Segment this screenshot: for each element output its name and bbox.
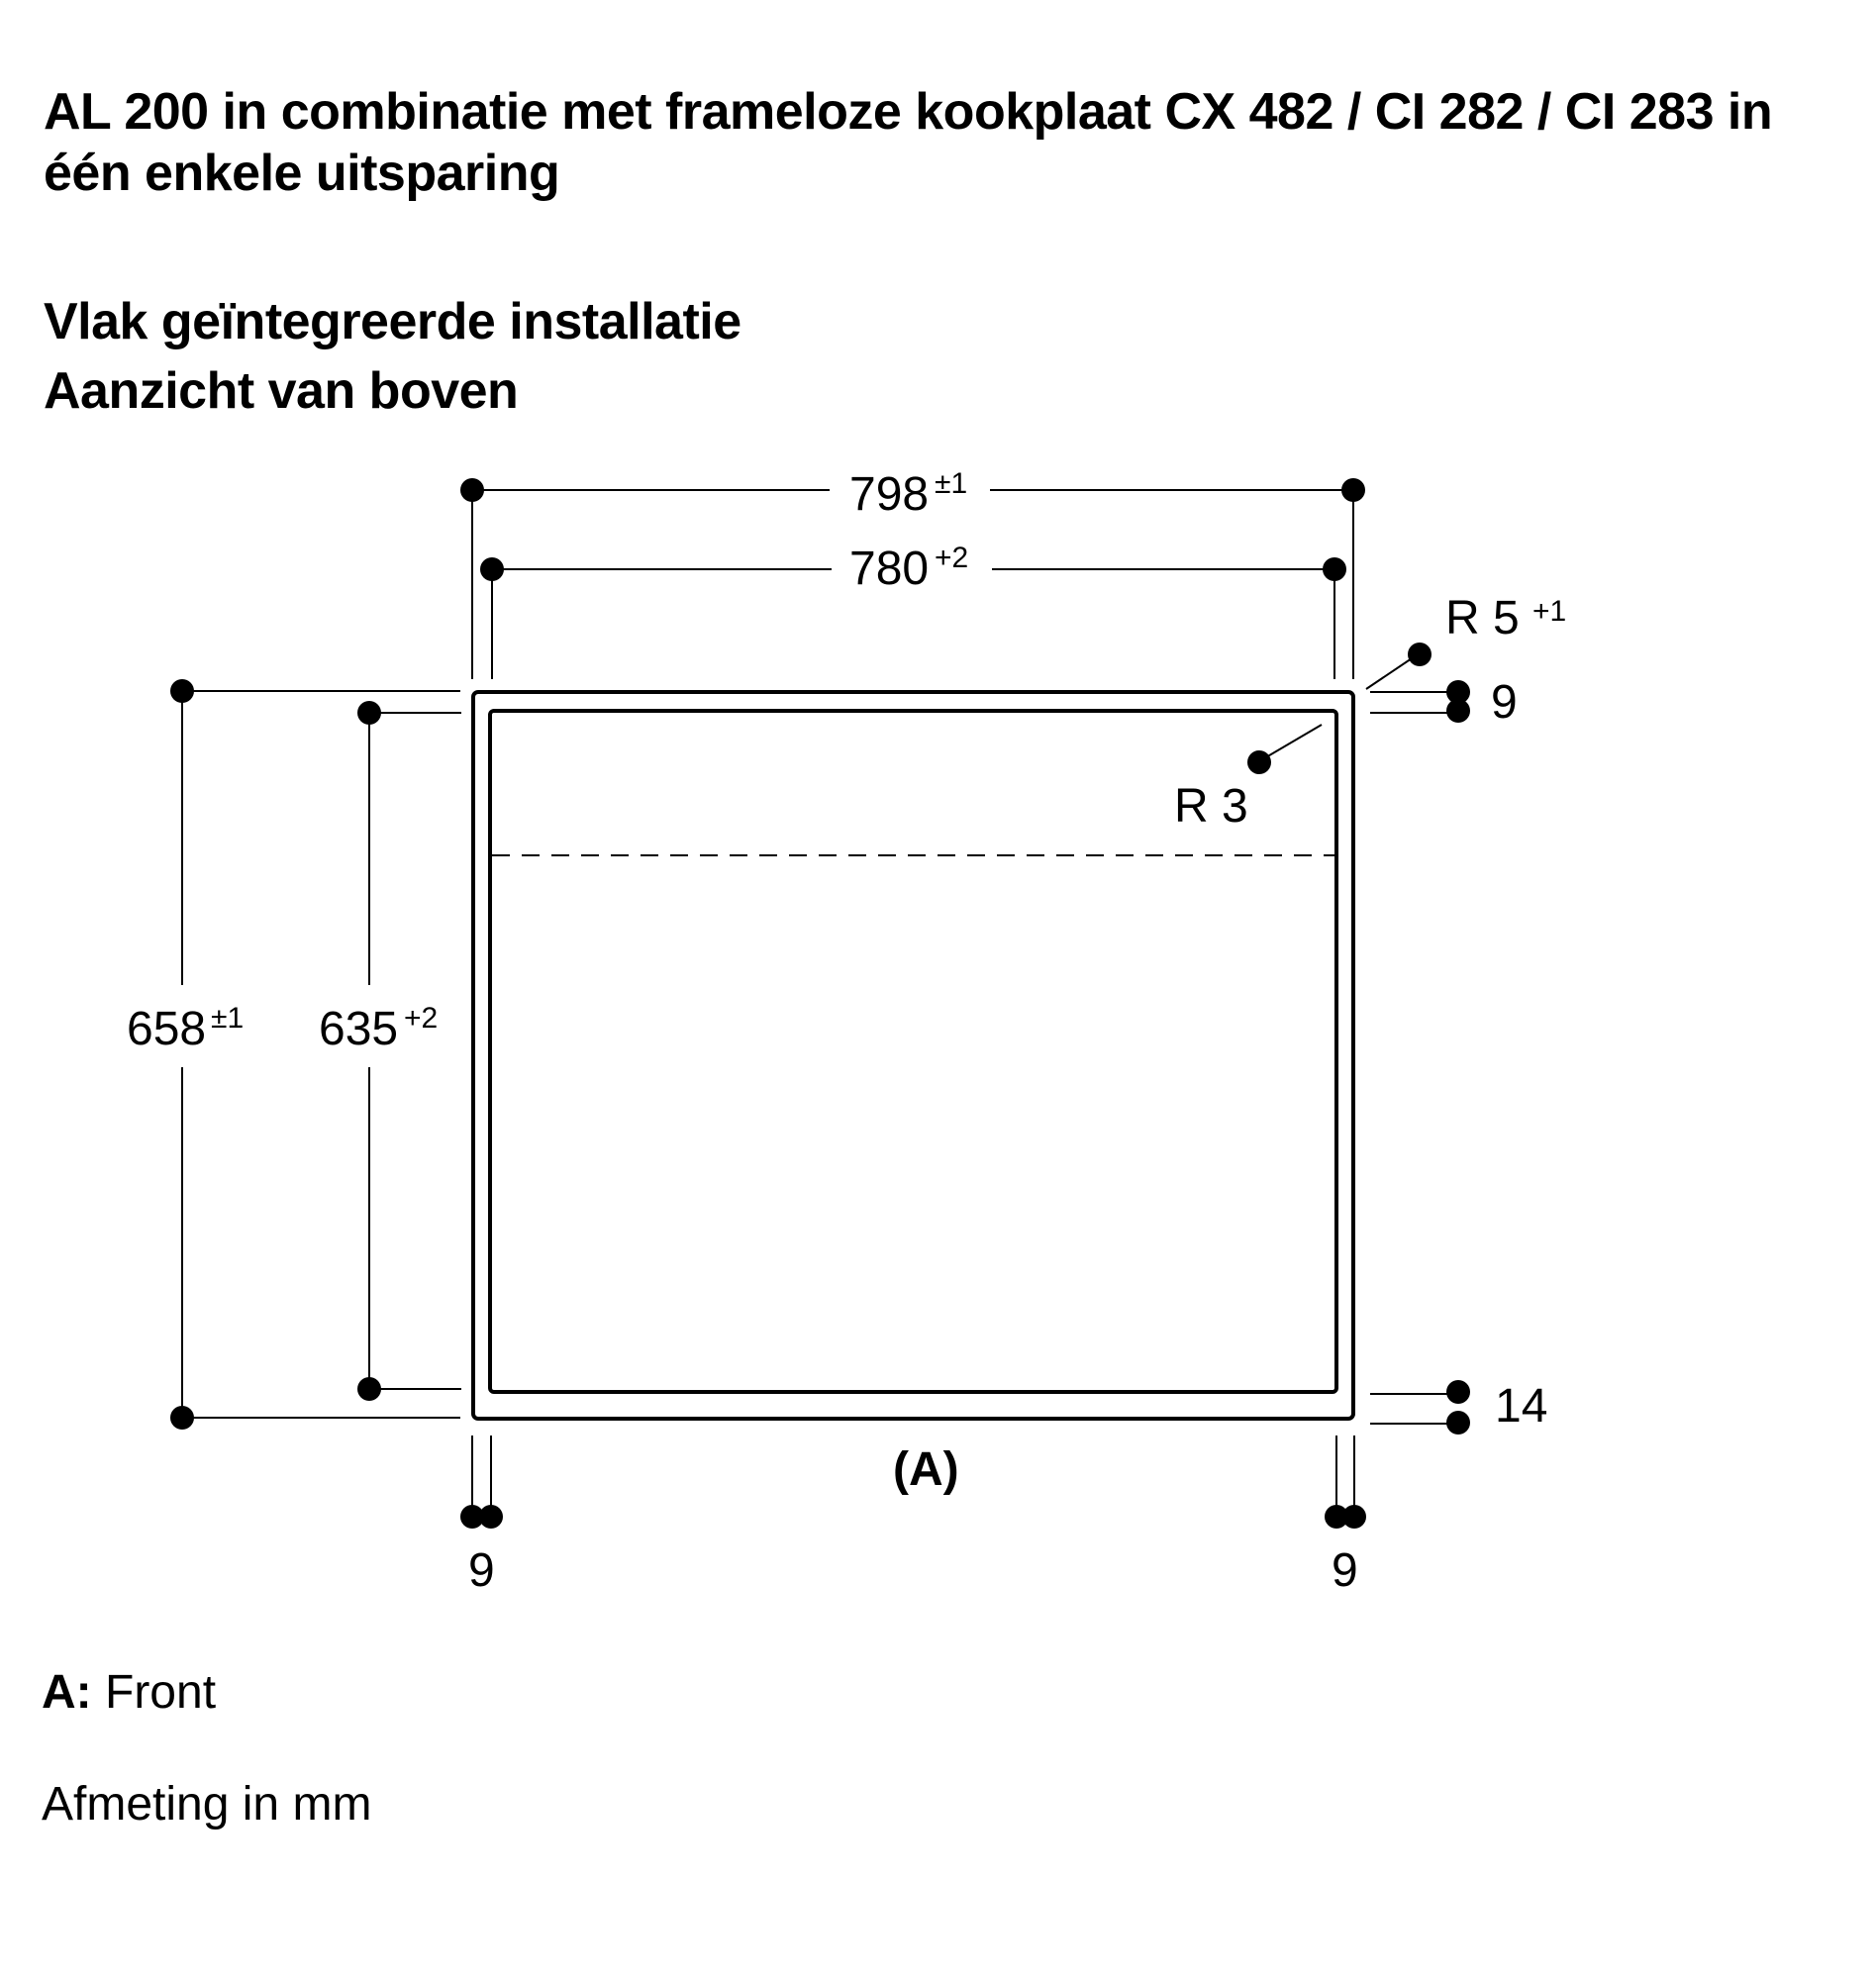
dim-bottom-offset-value: 14	[1495, 1380, 1548, 1433]
dim-outer-width-value: 798	[849, 468, 930, 521]
dim-outer-depth-value: 658	[127, 1003, 207, 1055]
legend-key: A:	[42, 1666, 92, 1719]
dim-inner-radius	[1174, 725, 1322, 833]
dim-outer-radius-tolerance: +1	[1532, 595, 1567, 628]
page-title: AL 200 in combinatie met frameloze kookplaat CX 482 / CI 282 / CI 283 in één enkele uitsparing	[44, 83, 1773, 202]
dim-left-offset	[460, 1436, 503, 1597]
dim-inner-depth-tolerance: +2	[404, 1002, 439, 1035]
dim-left-offset-value: 9	[468, 1544, 495, 1597]
dim-top-offset	[1370, 676, 1518, 729]
legend	[42, 1663, 216, 1723]
dim-outer-radius	[1366, 592, 1566, 689]
dim-outer-radius-value: R 5	[1445, 592, 1520, 644]
dim-inner-width	[480, 542, 1346, 679]
dim-outer-width-tolerance: ±1	[935, 467, 968, 500]
dim-inner-width-tolerance: +2	[935, 542, 969, 574]
legend-label: Front	[105, 1666, 217, 1719]
dim-inner-width-value: 780	[849, 543, 930, 595]
dim-right-offset-value: 9	[1332, 1544, 1358, 1597]
units-note: Afmeting in mm	[42, 1778, 372, 1831]
dim-right-offset	[1325, 1436, 1366, 1597]
dim-inner-depth	[319, 701, 461, 1401]
dim-outer-depth-tolerance: ±1	[211, 1002, 245, 1035]
subtitle-view: Aanzicht van boven	[44, 362, 519, 420]
front-marker: (A)	[893, 1443, 959, 1496]
dim-inner-depth-value: 635	[319, 1003, 399, 1055]
dim-top-offset-value: 9	[1491, 676, 1518, 729]
dim-inner-radius-value: R 3	[1174, 780, 1248, 833]
subtitle-installation-type: Vlak geïntegreerde installatie	[44, 293, 741, 350]
dim-outer-depth	[127, 679, 460, 1430]
dim-bottom-offset	[1370, 1380, 1547, 1435]
